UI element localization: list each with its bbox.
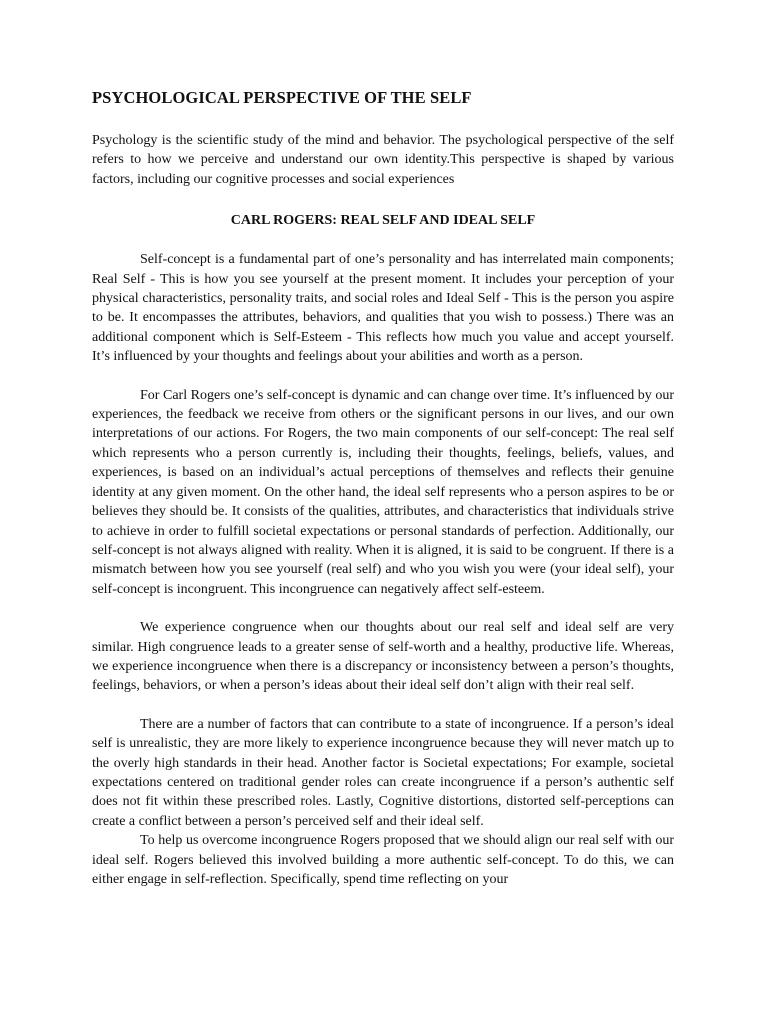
body-paragraph-1: Self-concept is a fundamental part of one’s personality and has interrelated main components; Real Self - This is how you see yourself at the present moment. It includes your perception of your physical characteristics, personality traits, and social roles and Ideal Self - This is the person you aspire to be. It encompasses the attributes, behaviors, and qualities that you wish to possess.) There was an additional component which is Self-Esteem - This reflects how much you value and accept yourself. It’s influenced by your thoughts and feelings about your abilities and worth as a person. bbox=[92, 252, 674, 365]
body-paragraph-3: We experience congruence when our thoughts about our real self and ideal self are very similar. High congruence leads to a greater sense of self-worth and a healthy, productive life. Whereas, we experience incongruence when there is a discrepancy or inconsistency between a person’s thoughts, feelings, behaviors, or when a person’s ideas about their ideal self don’t align with their real self. bbox=[92, 620, 674, 694]
section-heading: CARL ROGERS: REAL SELF AND IDEAL SELF bbox=[230, 213, 536, 229]
body-paragraph-4: There are a number of factors that can contribute to a state of incongruence. If a person’s ideal self is unrealistic, they are more likely to experience incongruence because they will never match up to the overly high standards in their head. Another factor is Societal expectations; For example, societal expectations centered on traditional gender roles can create incongruence if a person’s authentic self does not fit within these prescribed roles. Lastly, Cognitive distortions, distorted self-perceptions can create a conflict between a person’s perceived self and their ideal self. bbox=[92, 716, 674, 829]
document-title: PSYCHOLOGICAL PERSPECTIVE OF THE SELF bbox=[92, 88, 472, 107]
body-paragraph-5: To help us overcome incongruence Rogers proposed that we should align our real self with our ideal self. Rogers believed this involved building a more authentic self-concept. To do this, we can either engage in self-reflection. Specifically, spend time reflecting on your bbox=[92, 833, 674, 887]
document-page bbox=[92, 87, 674, 889]
intro-paragraph: Psychology is the scientific study of the mind and behavior. The psychological perspective of the self refers to how we perceive and understand our own identity.This perspective is shaped by various factors, including our cognitive processes and social experiences bbox=[92, 133, 674, 187]
body-paragraph-2: For Carl Rogers one’s self-concept is dynamic and can change over time. It’s influenced by our experiences, the feedback we receive from others or the significant persons in our lives, and our own interpretations of our actions. For Rogers, the two main components of our self-concept: The real self which represents who a person currently is, including their thoughts, feelings, beliefs, values, and experiences, is based on an individual’s actual perceptions of themselves and reflects their genuine identity at any given moment. On the other hand, the ideal self represents who a person aspires to be or believes they should be. It consists of the qualities, attributes, and characteristics that individuals strive to achieve in order to fulfill societal expectations or personal standards of perfection. Additionally, our self-concept is not always aligned with reality. When it is aligned, it is said to be congruent. If there is a mismatch between how you see yourself (real self) and who you wish you were (your ideal self), your self-concept is incongruent. This incongruence can negatively affect self-esteem. bbox=[92, 387, 674, 597]
